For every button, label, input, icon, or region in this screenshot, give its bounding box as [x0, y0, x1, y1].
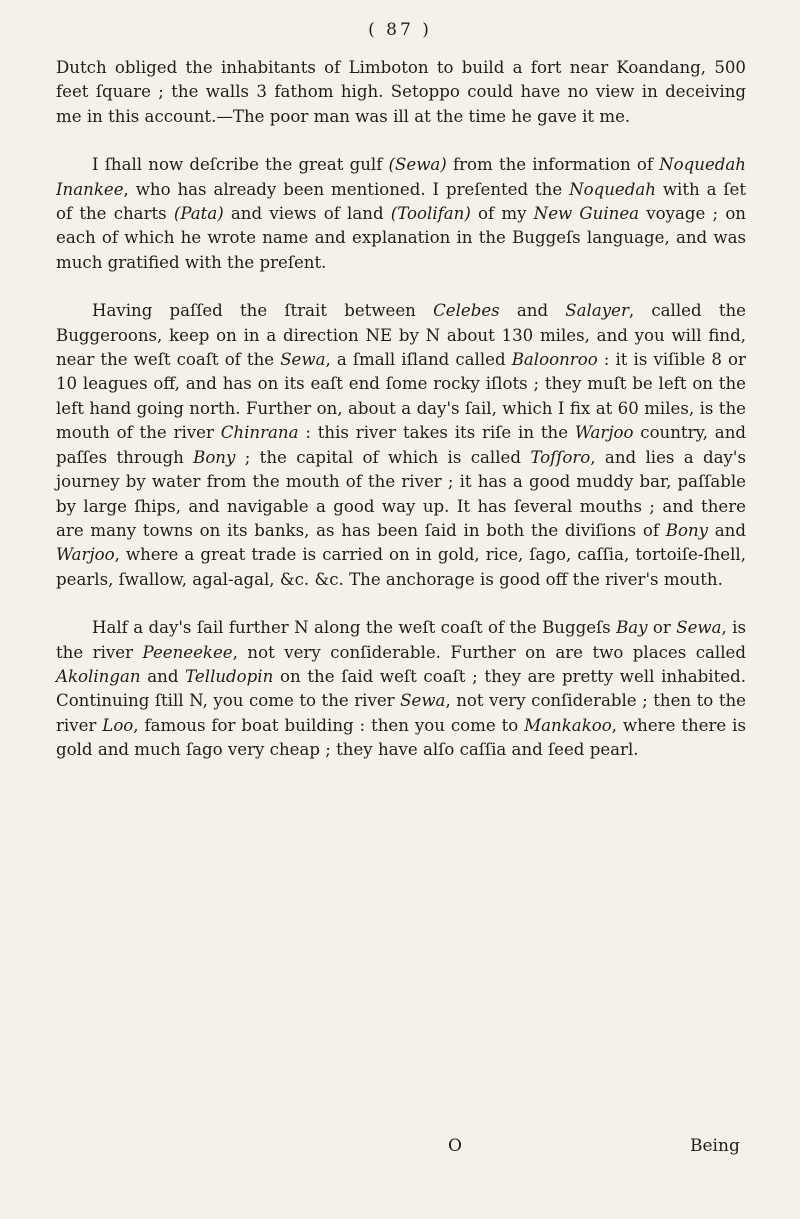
italic-text: Noquedah	[569, 179, 656, 199]
italic-text: Baloonroo	[511, 350, 598, 370]
catchword: Being	[690, 1136, 740, 1156]
body-text	[56, 56, 746, 787]
text-run: , is the river	[56, 618, 746, 662]
signature-mark: O	[448, 1136, 462, 1156]
page-number: ( 87 )	[368, 20, 432, 40]
italic-text: Bony	[665, 520, 709, 540]
text-run: with a ſet of the charts	[56, 179, 746, 224]
text-run: on the ſaid weſt coaſt ; they are pretty well inhabited. Continuing ſtill N, you come to the river	[56, 666, 746, 711]
italic-text: Akolingan	[56, 666, 141, 686]
text-run: , where a great trade is carried on in gold, rice, ſago, caſſia, tortoiſe-ſhell, pearls, ſwallow, agal-agal, &c. &c. The anchorage is good off the river's mouth.	[56, 545, 746, 589]
text-run: or	[647, 618, 677, 638]
italic-text: (Pata)	[173, 204, 224, 224]
italic-text: Chinrana	[220, 423, 299, 443]
italic-text: Sewa	[676, 618, 722, 638]
text-run: of my	[470, 204, 534, 224]
text-run: , and lies a day's journey by water from the mouth of the river ; it has a good muddy bar, paſſable by large ſhips, and navigable a good way up. It has ſeveral mouths ; and there are many towns on its banks, as has been ſaid in both the diviſions of	[56, 447, 746, 540]
text-run: and views of land	[223, 204, 391, 224]
italic-text: Toſſoro	[530, 447, 591, 467]
italic-text: Loo	[102, 715, 134, 735]
paragraph	[56, 299, 746, 592]
italic-text: Sewa	[400, 691, 446, 711]
text-run: and	[708, 520, 746, 540]
paragraph	[56, 616, 746, 762]
text-run: Dutch obliged the inhabitants of Limboton to build a fort near Koandang, 500 feet ſquare ; the walls 3 fathom high. Setoppo could have no view in deceiving me in this account.—The poor man was ill at the time he gave it me.	[56, 58, 746, 126]
text-run: ; the capital of which is called	[235, 447, 531, 467]
text-run: Having paſſed the ſtrait between	[92, 301, 434, 321]
italic-text: Warjoo	[574, 423, 634, 443]
italic-text: (Sewa)	[388, 155, 447, 175]
text-run: country, and paſſes through	[56, 423, 746, 467]
text-run: , a ſmall iſland called	[325, 350, 512, 370]
italic-text: Bony	[193, 447, 236, 467]
text-run: and	[499, 301, 566, 321]
text-run: voyage ; on each of which he wrote name and explanation in the Buggeſs language, and was much gratified with the preſent.	[56, 204, 746, 272]
text-run: : this river takes its riſe in the	[298, 423, 575, 443]
italic-text: Warjoo	[56, 545, 115, 565]
text-run: : it is viſible 8 or 10 leagues off, and has on its eaſt end ſome rocky iſlots ; they muſt be left on the left hand going north. Further on, about a day's ſail, which I fix at 60 miles, is the mouth of the river	[56, 350, 746, 443]
paragraph	[56, 153, 746, 275]
italic-text: Mankakoo	[524, 715, 612, 735]
italic-text: Peeneekee	[142, 642, 233, 662]
italic-text: Sewa	[280, 350, 326, 370]
italic-text: New Guinea	[533, 204, 640, 224]
text-run: from the information of	[446, 155, 660, 175]
paragraph	[56, 56, 746, 129]
italic-text: Noquedah Inankee	[56, 155, 746, 199]
text-run: Half a day's ſail further N along the weſt coaſt of the Buggeſs	[92, 618, 617, 638]
italic-text: Salayer	[565, 301, 629, 321]
italic-text: Celebes	[433, 301, 500, 321]
italic-text: Bay	[616, 618, 648, 638]
text-run: , where there is gold and much ſago very cheap ; they have alſo caſſia and ſeed pearl.	[56, 715, 746, 760]
italic-text: (Toolifan)	[390, 204, 471, 224]
text-run: , called the Buggeroons, keep on in a direction NE by N about 130 miles, and you will find, near the weſt coaſt of the	[56, 301, 746, 370]
text-run: , famous for boat building : then you come to	[133, 715, 525, 735]
text-run: I ſhall now deſcribe the great gulf	[92, 155, 389, 175]
italic-text: Telludopin	[185, 666, 274, 686]
text-run: and	[140, 666, 186, 686]
text-run: , not very conſiderable. Further on are two places called	[232, 642, 746, 662]
text-run: , who has already been mentioned. I preſented the	[123, 179, 570, 199]
text-run: , not very conſiderable ; then to the river	[56, 691, 746, 735]
